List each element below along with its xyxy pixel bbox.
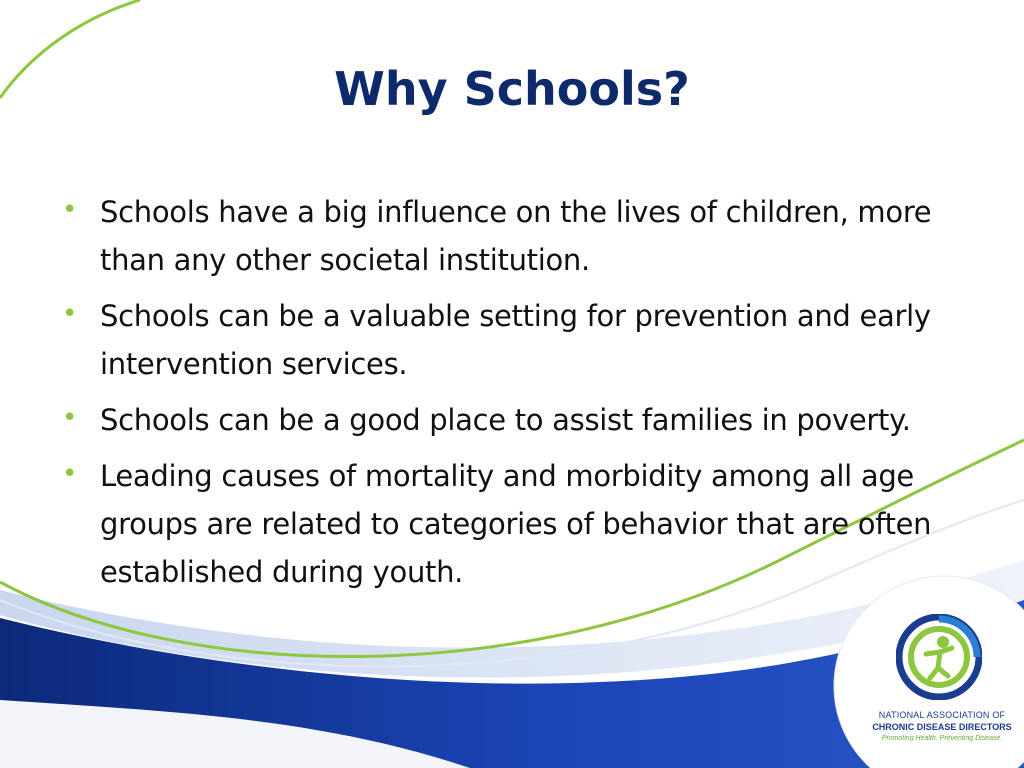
- bullet-item: [60, 292, 960, 388]
- bullet-dot-icon: •: [62, 195, 78, 225]
- bullet-dot-icon: •: [62, 403, 78, 433]
- bullet-list: [60, 188, 960, 604]
- bullet-dot-icon: •: [62, 299, 78, 329]
- bullet-item: [60, 452, 960, 596]
- nacdd-figure-icon: [896, 614, 982, 700]
- logo-tagline: Promoting Health. Preventing Disease.: [881, 735, 1003, 742]
- bullet-text: Leading causes of mortality and morbidity among all age groups are related to categories of behavior that are often established during youth.: [100, 459, 932, 589]
- bullet-item: [60, 188, 960, 284]
- bullet-text: Schools can be a good place to assist families in poverty.: [100, 403, 911, 437]
- logo-org-line2: CHRONIC DISEASE DIRECTORS: [872, 722, 1012, 732]
- logo-org-line1: NATIONAL ASSOCIATION OF: [878, 710, 1006, 720]
- nacdd-logo: [866, 610, 1018, 760]
- slide-title: Why Schools?: [334, 62, 690, 116]
- bullet-item: [60, 396, 960, 444]
- bullet-text: Schools have a big influence on the lives of children, more than any other societal institution.: [100, 195, 932, 277]
- bullet-text: Schools can be a valuable setting for prevention and early intervention services.: [100, 299, 931, 381]
- bullet-dot-icon: •: [62, 459, 78, 489]
